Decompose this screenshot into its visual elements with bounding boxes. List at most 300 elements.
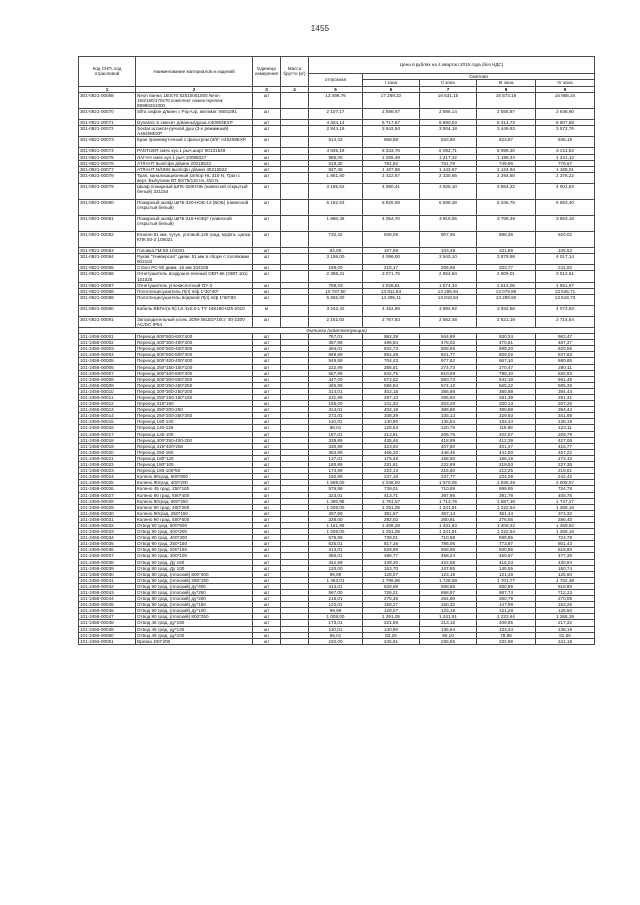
cell-code: 301-0921-00088 (79, 288, 136, 294)
cell-price: 231,81 (363, 462, 420, 468)
cell-price: 222,99 (420, 462, 477, 468)
cell-price: 1 241,91 (420, 504, 477, 510)
cell-price: 3 994,82 (420, 305, 477, 316)
cell-name: ЛАГАН смес.кух.1 рыч 10085027 (136, 154, 253, 160)
cell-price: 3 185,63 (309, 184, 363, 200)
column-index: 5 (309, 86, 363, 92)
cell-price: 2 422,87 (363, 172, 420, 183)
cell-code: 101-2456-00036 (79, 547, 136, 553)
table-row (79, 92, 595, 108)
cell-price: 270,47 (477, 364, 536, 370)
cell-price: 1 781,57 (363, 498, 420, 504)
cell-price: 110,01 (309, 419, 363, 425)
cell-price: 221,59 (363, 620, 420, 626)
cell-price: 920,02 (536, 232, 595, 248)
cell-price: 528,98 (363, 583, 420, 589)
cell-price: 16 956,34 (536, 92, 595, 108)
table-row (79, 294, 595, 305)
cell-price: 422,58 (420, 559, 477, 565)
cell-price: 402,18 (363, 407, 420, 413)
cell-name: Отвод 90 град. 500*500 (136, 522, 253, 528)
cell-code: 301-0921-00083 (79, 248, 136, 254)
cell-price: 103,49 (420, 248, 477, 254)
cell-price: 1 431,63 (420, 522, 477, 528)
cell-name: Колено 90град. 400*200 (136, 480, 253, 486)
cell-price: 215,01 (309, 596, 363, 602)
cell-mass (281, 305, 309, 316)
cell-code: 101-2456-00014 (79, 413, 136, 419)
cell-name: Переход 500*300-500*250 (136, 376, 253, 382)
cell-price: 5 717,67 (363, 120, 420, 126)
cell-price: 118,88 (477, 425, 536, 431)
cell-price: 175,48 (363, 455, 420, 461)
cell-name: Отвод 90 град. (плоский) 800*250 (136, 614, 253, 620)
cell-price: 217,32 (536, 620, 595, 626)
cell-price: 110,01 (309, 626, 363, 632)
cell-code: 101-2456-00045 (79, 602, 136, 608)
cell-price: 749,96 (477, 160, 536, 166)
cell-price: 387,99 (309, 340, 363, 346)
cell-name: Отвод 45 град. ду*125 (136, 626, 253, 632)
cell-price: 381,67 (363, 510, 420, 516)
cell-price: 192,00 (309, 638, 363, 644)
cell-price: 821,77 (420, 352, 477, 358)
cell-code: 101-2456-00012 (79, 401, 136, 407)
cell-price: 2 714,54 (536, 316, 595, 327)
page-number: 1455 (310, 24, 330, 33)
cell-price: 150,74 (536, 565, 595, 571)
cell-unit: шт (253, 407, 281, 413)
cell-price: 81,66 (536, 632, 595, 638)
cell-price: 1 142,67 (420, 166, 477, 172)
cell-unit: шт (253, 282, 281, 288)
cell-unit: шт (253, 638, 281, 644)
cell-code: 101-2456-00016 (79, 425, 136, 431)
cell-price: 3 925,10 (420, 184, 477, 200)
cell-unit: шт (253, 166, 281, 172)
table-row (79, 109, 595, 120)
cell-price: 623,87 (477, 137, 536, 148)
cell-price: 669,99 (309, 352, 363, 358)
cell-price: 1 747,27 (536, 498, 595, 504)
cell-mass (281, 216, 309, 232)
cell-price: 1 291,05 (363, 504, 420, 510)
cell-unit: шт (253, 498, 281, 504)
table-row (79, 305, 595, 316)
cell-price: 1 266,18 (536, 614, 595, 620)
cell-price: 888,36 (477, 232, 536, 248)
cell-price: 625,01 (309, 541, 363, 547)
cell-price: 1 241,91 (420, 614, 477, 620)
cell-price: 99,99 (309, 571, 363, 577)
cell-name: Переход 125-100 (136, 431, 253, 437)
cell-price: 1 514,06 (477, 282, 536, 288)
cell-price: 3 940,10 (420, 254, 477, 265)
cell-price: 264,90 (420, 596, 477, 602)
cell-price: 773,87 (477, 541, 536, 547)
cell-price: 123,19 (420, 608, 477, 614)
cell-unit: шт (253, 316, 281, 327)
cell-code: 101-2456-00050 (79, 632, 136, 638)
cell-price: 4 404,14 (309, 120, 363, 126)
cell-code: 101-2456-00002 (79, 340, 136, 346)
cell-unit: шт (253, 529, 281, 535)
cell-price: 123,19 (420, 571, 477, 577)
cell-price: 1 463,01 (309, 577, 363, 583)
cell-price: 228,00 (309, 516, 363, 522)
cell-unit: шт (253, 413, 281, 419)
cell-price: 726,21 (363, 590, 420, 596)
cell-price: 391,79 (477, 492, 536, 498)
cell-price: 10 787,80 (309, 288, 363, 294)
cell-price: 121,28 (477, 608, 536, 614)
cell-price: 6 211,53 (536, 148, 595, 154)
cell-price: 466,20 (363, 449, 420, 455)
column-index: 9 (536, 86, 595, 92)
cell-price: 1 713,76 (420, 498, 477, 504)
cell-price: 430,84 (536, 559, 595, 565)
cell-price: 128,07 (363, 608, 420, 614)
cell-name: Колено 90 град. 500*500 (136, 516, 253, 522)
cell-price: 508,85 (420, 583, 477, 589)
cell-price: 3 198,00 (309, 254, 363, 265)
table-row (79, 137, 595, 148)
cell-price: 6 333,76 (363, 148, 420, 154)
cell-price: 413,01 (309, 547, 363, 553)
cell-price: 339,99 (309, 437, 363, 443)
cell-price: 5 182,53 (309, 200, 363, 216)
cell-price: 200,14 (477, 401, 536, 407)
table-row (79, 638, 595, 644)
cell-code: 101-2456-00005 (79, 358, 136, 364)
cell-price: 550,73 (420, 376, 477, 382)
cell-price: 528,98 (363, 547, 420, 553)
cell-price: 486,77 (363, 553, 420, 559)
cell-price: 231,99 (309, 395, 363, 401)
cell-price: 98,01 (309, 425, 363, 431)
cell-unit: шт (253, 232, 281, 248)
cell-unit: шт (253, 137, 281, 148)
cell-price: 1 008,00 (309, 529, 363, 535)
cell-code: 101-2456-00006 (79, 364, 136, 370)
cell-price: 13 618,73 (536, 294, 595, 305)
cell-price: 549,99 (309, 358, 363, 364)
cell-price: 205,76 (420, 431, 477, 437)
cell-price: 1 265,49 (363, 154, 420, 160)
cell-price: 1 266,18 (536, 529, 595, 535)
cell-unit: шт (253, 510, 281, 516)
table-row (79, 126, 595, 137)
cell-price: 759,33 (309, 282, 363, 288)
cell-price: 2 107,17 (309, 109, 363, 120)
cell-name: Отвод 90 град. (плоский) 800*400 (136, 571, 253, 577)
cell-unit: шт (253, 370, 281, 376)
cell-price: 133,44 (477, 419, 536, 425)
cell-price: 618,30 (309, 160, 363, 166)
cell-unit: шт (253, 216, 281, 232)
cell-unit: шт (253, 184, 281, 200)
cell-price: 470,61 (477, 340, 536, 346)
cell-price: 121,28 (477, 571, 536, 577)
cell-price: 286,40 (536, 516, 595, 522)
cell-price: 767,01 (309, 334, 363, 340)
cell-unit: шт (253, 334, 281, 340)
cell-unit: шт (253, 401, 281, 407)
cell-price: 335,13 (420, 413, 477, 419)
cell-price: 460,97 (477, 553, 536, 559)
cell-price: 4 945,19 (309, 148, 363, 154)
cell-price: 4 096,00 (363, 254, 420, 265)
cell-price: 985,05 (309, 154, 363, 160)
cell-mass (281, 137, 309, 148)
cell-code: 101-2456-00004 (79, 352, 136, 358)
cell-price: 3 642,84 (363, 126, 420, 137)
cell-code: 101-2456-00011 (79, 395, 136, 401)
cell-price: 1 798,96 (363, 577, 420, 583)
cell-code: 301-0921-00091 (79, 316, 136, 327)
cell-price: 1 266,18 (536, 504, 595, 510)
cell-code: 301-0921-00081 (79, 216, 136, 232)
cell-price: 739,01 (363, 535, 420, 541)
cell-price: 2 376,22 (536, 172, 595, 183)
cell-price: 215,60 (420, 468, 477, 474)
cell-price: 297,99 (309, 510, 363, 516)
cell-unit: шт (253, 126, 281, 137)
cell-price: 107,59 (363, 248, 420, 254)
cell-price: 13 498,76 (309, 92, 363, 108)
cell-code: 101-2456-00034 (79, 535, 136, 541)
cell-price: 596,84 (363, 382, 420, 388)
cell-price: 448,45 (420, 449, 477, 455)
cell-price: 657,99 (309, 370, 363, 376)
cell-unit: шт (253, 395, 281, 401)
cell-price: 280,91 (420, 516, 477, 522)
header-estimate-price: Сметная (363, 74, 595, 80)
cell-price: 3 012,51 (536, 271, 595, 282)
cell-code: 301-0921-00086 (79, 271, 136, 282)
cell-code: 101-2456-00040 (79, 571, 136, 577)
cell-unit: шт (253, 425, 281, 431)
cell-name: Отвод 45 град. ду*160 (136, 620, 253, 626)
cell-price: 203,77 (477, 265, 536, 271)
cell-code: 301-0921-00074 (79, 148, 136, 154)
cell-price: 415,77 (536, 443, 595, 449)
header-zone-2: II зона (420, 80, 477, 86)
cell-unit: шт (253, 172, 281, 183)
cell-price: 1 459,62 (536, 522, 595, 528)
cell-unit: шт (253, 620, 281, 626)
cell-price: 1 687,18 (477, 498, 536, 504)
cell-price: 667,10 (477, 358, 536, 364)
cell-price: 677,62 (420, 358, 477, 364)
cell-unit: шт (253, 504, 281, 510)
cell-price: 1 599,00 (309, 480, 363, 486)
cell-price: 1 222,64 (477, 614, 536, 620)
cell-price: 1 161,99 (309, 522, 363, 528)
cell-price: 147,85 (420, 565, 477, 571)
cell-price: 561,49 (536, 376, 595, 382)
cell-code: 301-0921-00071 (79, 120, 136, 126)
column-index: 3 (253, 86, 281, 92)
cell-price: 2 161,02 (309, 316, 363, 327)
cell-price: 5 607,58 (536, 120, 595, 126)
cell-price: 801,43 (536, 541, 595, 547)
cell-name: Полотенцесушитель водяной Л(п) п/ф 1*60*80 (136, 294, 253, 305)
cell-name: PANTUER смес.кух.1 рыч.шарт 80131549 (136, 148, 253, 154)
cell-price: 413,01 (309, 583, 363, 589)
cell-price: 2 954,84 (420, 271, 477, 282)
cell-price: 710,88 (420, 535, 477, 541)
cell-price: 260,79 (477, 596, 536, 602)
cell-price: 2 048,00 (363, 480, 420, 486)
cell-code: 101-2456-00010 (79, 388, 136, 394)
cell-price: 5 414,73 (477, 120, 536, 126)
cell-code: 101-2456-00017 (79, 431, 136, 437)
cell-code: 101-2456-00023 (79, 468, 136, 474)
cell-name: Переход 250*150-150*100 (136, 364, 253, 370)
cell-price: 1 241,91 (420, 529, 477, 535)
column-index: 2 (136, 86, 253, 92)
cell-price: 80,10 (420, 632, 477, 638)
cell-price: 565,22 (477, 382, 536, 388)
cell-name: Отвод 90 град. 400*300 (136, 535, 253, 541)
cell-price: 620,55 (536, 346, 595, 352)
cell-price: 222,99 (309, 364, 363, 370)
header-zone-4: IV зона (536, 80, 595, 86)
cell-code: 101-2456-00008 (79, 376, 136, 382)
cell-price: 166,18 (477, 455, 536, 461)
cell-price: 809,02 (477, 352, 536, 358)
cell-price: 16 631,15 (420, 92, 477, 108)
header-zone-1: I зона (363, 80, 420, 86)
cell-price: 219,81 (536, 468, 595, 474)
cell-price: 423,93 (363, 443, 420, 449)
cell-price: 574,12 (420, 382, 477, 388)
cell-code: 101-2456-00038 (79, 559, 136, 565)
cell-code: 101-2456-00021 (79, 455, 136, 461)
cell-price: 724,78 (536, 535, 595, 541)
cell-price: 854,28 (363, 352, 420, 358)
cell-price: 2 294,50 (477, 172, 536, 183)
cell-price: 386,88 (420, 388, 477, 394)
cell-unit: шт (253, 109, 281, 120)
cell-price: 13 079,88 (477, 288, 536, 294)
cell-name: Переход 400*300-400*200 (136, 340, 253, 346)
cell-price: 2 767,83 (363, 316, 420, 327)
cell-price: 2 555,87 (477, 109, 536, 120)
cell-price: 168,00 (309, 265, 363, 271)
cell-price: 2 844,19 (309, 126, 363, 137)
cell-code: 101-2456-00026 (79, 486, 136, 492)
cell-unit: шт (253, 565, 281, 571)
cell-price: 1 222,64 (477, 504, 536, 510)
cell-mass (281, 316, 309, 327)
cell-price: 14 295,11 (363, 294, 420, 305)
cell-name: Переход 180-140 (136, 419, 253, 425)
cell-name: Трап, канализационный затвор HL 310 N, Трап с верт. Выпуском ВТ 50/75/110 HL 310 N (136, 172, 253, 183)
cell-name: АТЛАНТ N/NNN вып/сфн д/ванн 40215522 (136, 166, 253, 172)
cell-price: 172,10 (536, 455, 595, 461)
cell-price: 128,07 (363, 571, 420, 577)
cell-price: 314,01 (309, 388, 363, 394)
table-row (79, 172, 595, 183)
cell-price: 1 241,12 (536, 154, 595, 160)
column-index: 1 (79, 86, 136, 92)
cell-code: 301-0921-00080 (79, 200, 136, 216)
cell-price: 150,32 (420, 602, 477, 608)
cell-name: Переход 500*400-400*400 (136, 358, 253, 364)
cell-price: 145,55 (477, 565, 536, 571)
cell-price: 203,29 (420, 401, 477, 407)
cell-price: 6 825,89 (363, 200, 420, 216)
cell-price: 174,99 (309, 468, 363, 474)
cell-mass (281, 109, 309, 120)
cell-mass (281, 232, 309, 248)
header-name: Наименование материалов и изделий (136, 57, 253, 87)
cell-price: 2 330,65 (420, 172, 477, 183)
cell-price: 13 545,71 (536, 288, 595, 294)
cell-price: 826,53 (536, 370, 595, 376)
cell-price: 227,35 (536, 462, 595, 468)
cell-price: 732,42 (309, 232, 363, 248)
cell-price: 4 001,84 (536, 184, 595, 200)
cell-price: 407,80 (420, 443, 477, 449)
cell-code: 101-2456-00046 (79, 608, 136, 614)
cell-price: 192,99 (309, 474, 363, 480)
cell-price: 213,16 (420, 620, 477, 626)
cell-code: 101-2456-00007 (79, 370, 136, 376)
cell-name: Переход 315*180 (136, 401, 253, 407)
cell-price: 982,39 (363, 334, 420, 340)
cell-price: 120,00 (309, 565, 363, 571)
cell-unit: шт (253, 154, 281, 160)
cell-unit: шт (253, 559, 281, 565)
cell-price: 817,16 (363, 541, 420, 547)
cell-price: 394,44 (536, 388, 595, 394)
cell-price: 658,88 (363, 137, 420, 148)
cell-code: 101-2456-00043 (79, 590, 136, 596)
cell-code: 101-2456-00030 (79, 510, 136, 516)
cell-code: 101-2456-00003 (79, 346, 136, 352)
cell-price: 3 071,76 (363, 271, 420, 282)
cell-mass (281, 184, 309, 200)
cell-unit: шт (253, 340, 281, 346)
cell-price: 6 598,38 (420, 200, 477, 216)
cell-price: 219,53 (477, 462, 536, 468)
cell-code: 101-2456-00033 (79, 529, 136, 535)
cell-code: 301-0921-00072 (79, 126, 136, 137)
cell-price: 140,90 (363, 419, 420, 425)
cell-price: 927,45 (309, 166, 363, 172)
cell-price: 500,96 (477, 547, 536, 553)
cell-unit: шт (253, 632, 281, 638)
cell-code: 101-2456-00028 (79, 498, 136, 504)
cell-price: 84,00 (309, 248, 363, 254)
cell-price: 944,99 (420, 334, 477, 340)
cell-unit: шт (253, 590, 281, 596)
section-title: Фитинги (комплектующие) (79, 327, 595, 333)
cell-price: 153,26 (536, 602, 595, 608)
cell-price: 791,92 (363, 160, 420, 166)
cell-price: 314,01 (309, 407, 363, 413)
cell-unit: шт (253, 248, 281, 254)
cell-unit: шт (253, 522, 281, 528)
column-index: 8 (477, 86, 536, 92)
cell-unit: шт (253, 254, 281, 265)
cell-price: 3 572,76 (536, 126, 595, 137)
cell-price: 837,83 (536, 352, 595, 358)
cell-price: 2 662,48 (420, 316, 477, 327)
